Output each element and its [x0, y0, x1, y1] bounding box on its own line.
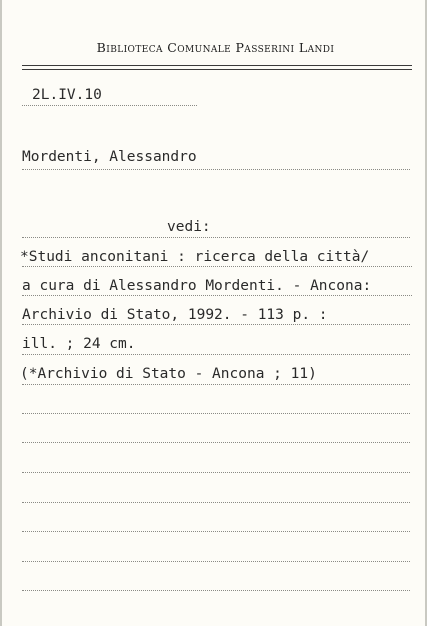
ruled-line: [22, 472, 410, 473]
shelfmark-line: [22, 105, 197, 106]
ruled-line: [22, 590, 410, 591]
ruled-line: [22, 531, 410, 532]
entry-line-series: (*Archivio di Stato - Ancona ; 11): [20, 366, 317, 382]
ruled-line: [22, 169, 410, 170]
ruled-line: [22, 295, 412, 296]
header-rule-top: [22, 65, 412, 66]
entry-line-responsibility: a cura di Alessandro Mordenti. - Ancona:: [22, 278, 372, 294]
shelfmark: 2L.IV.10: [32, 87, 102, 103]
library-header: Biblioteca Comunale Passerini Landi: [96, 40, 335, 55]
see-reference: vedi:: [167, 219, 211, 235]
ruled-line: [22, 354, 410, 355]
ruled-line: [22, 442, 410, 443]
ruled-line: [22, 502, 410, 503]
ruled-line: [22, 237, 410, 238]
ruled-line: [22, 384, 410, 385]
entry-line-physical: ill. ; 24 cm.: [22, 336, 136, 352]
ruled-line: [22, 324, 410, 325]
ruled-line: [22, 561, 410, 562]
header-rule-bottom: [22, 69, 412, 70]
author-heading: Mordenti, Alessandro: [22, 149, 197, 165]
entry-line-publication: Archivio di Stato, 1992. - 113 p. :: [22, 307, 328, 323]
ruled-line: [22, 266, 412, 267]
ruled-line: [22, 413, 410, 414]
entry-line-title: *Studi anconitani : ricerca della città/: [20, 249, 370, 265]
